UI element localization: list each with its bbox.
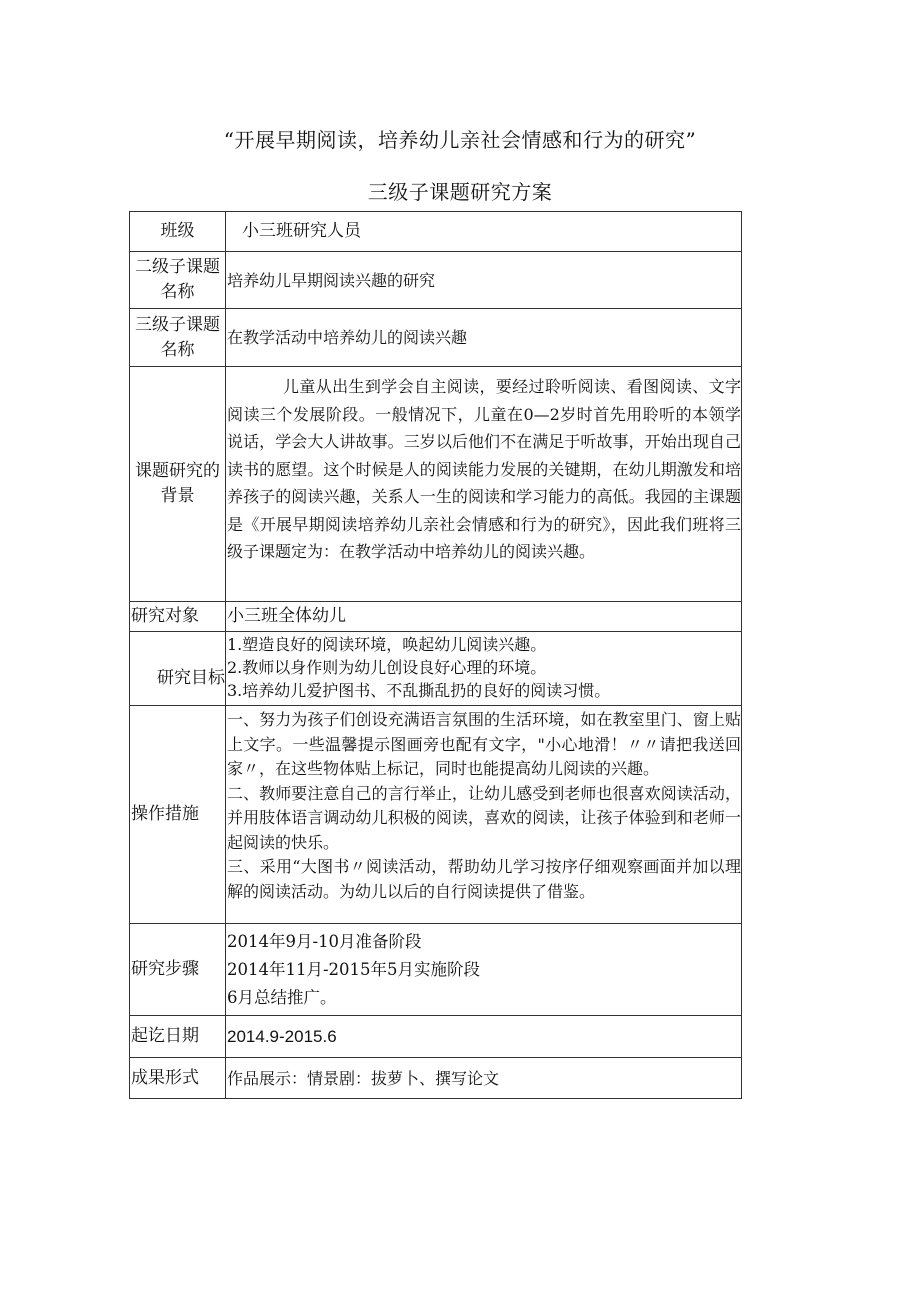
- background-label: 课题研究的背景: [130, 367, 226, 602]
- class-label: 班级: [130, 212, 226, 252]
- goals-label: 研究目标: [130, 632, 226, 706]
- goals-cell: [226, 632, 742, 706]
- steps-row: [130, 924, 742, 1016]
- class-value: 小三班研究人员: [226, 212, 742, 252]
- measures-row: [130, 706, 742, 924]
- dates-label: 起讫日期: [130, 1016, 226, 1058]
- measure-item: 三、采用“大图书〃阅读活动，帮助幼儿学习按序仔细观察画面并加以理解的阅读活动。为幼儿以后的自行阅读提供了借鉴。: [227, 857, 741, 901]
- step-item: 2014年9月-10月准备阶段: [227, 931, 422, 951]
- dates-row: [130, 1016, 742, 1058]
- goal-item: 2.教师以身作则为幼儿创设良好心理的环境。: [227, 658, 547, 677]
- outcome-value: 作品展示：情景剧：拔萝卜、撰写论文: [226, 1058, 742, 1099]
- tertiary-topic-row: [130, 309, 742, 367]
- subjects-row: [130, 602, 742, 632]
- background-text: 儿童从出生到学会自主阅读，要经过聆听阅读、看图阅读、文字阅读三个发展阶段。一般情况下，儿童在0—2岁时首先用聆听的本领学说话，学会大人讲故事。三岁以后他们不在满足于听故事，开始出现自己读书的愿望。这个时候是人的阅读能力发展的关键期，在幼儿期激发和培养孩子的阅读兴趣，关系人一生的阅读和学习能力的高低。我园的主课题是《开展早期阅读培养幼儿亲社会情感和行为的研究》，因此我们班将三级子课题定为：在教学活动中培养幼儿的阅读兴趣。: [227, 377, 741, 561]
- steps-label: 研究步骤: [130, 924, 226, 1016]
- goals-row: [130, 632, 742, 706]
- steps-cell: [226, 924, 742, 1016]
- document-title: “开展早期阅读，培养幼儿亲社会情感和行为的研究”: [223, 128, 697, 152]
- dates-value: 2014.9-2015.6: [226, 1016, 742, 1058]
- measures-cell: [226, 706, 742, 924]
- goal-item: 3.培养幼儿爱护图书、不乱撕乱扔的良好的阅读习惯。: [227, 681, 611, 700]
- measure-item: 二、教师要注意自己的言行举止，让幼儿感受到老师也很喜欢阅读活动，并用肢体语言调动幼儿积极的阅读，喜欢的阅读，让孩子体验到和老师一起阅读的快乐。: [227, 783, 741, 852]
- step-item: 2014年11月-2015年5月实施阶段: [227, 959, 481, 979]
- tertiary-topic-value: 在教学活动中培养幼儿的阅读兴趣: [226, 309, 742, 367]
- measure-item: 一、努力为孩子们创设充满语言氛围的生活环境，如在教室里门、窗上贴上文字。一些温馨提示图画旁也配有文字，"小心地滑！〃〃请把我送回家〃，在这些物体贴上标记，同时也能提高幼儿阅读的兴趣。: [227, 710, 741, 778]
- background-row: [130, 367, 742, 602]
- tertiary-topic-label: 三级子课题名称: [130, 309, 226, 367]
- subjects-value: 小三班全体幼儿: [226, 602, 742, 632]
- outcome-label: 成果形式: [130, 1058, 226, 1099]
- secondary-topic-value: 培养幼儿早期阅读兴趣的研究: [226, 252, 742, 309]
- goal-item: 1.塑造良好的阅读环境，唤起幼儿阅读兴趣。: [227, 635, 547, 654]
- research-plan-table: [129, 211, 742, 1099]
- background-cell: [226, 367, 742, 602]
- measures-label: 操作措施: [130, 706, 226, 924]
- outcome-row: [130, 1058, 742, 1099]
- secondary-topic-label: 二级子课题名称: [130, 252, 226, 309]
- subjects-label: 研究对象: [130, 602, 226, 632]
- document-subtitle: 三级子课题研究方案: [367, 180, 553, 204]
- class-row: [130, 212, 742, 252]
- step-item: 6月总结推广。: [227, 987, 337, 1007]
- secondary-topic-row: [130, 252, 742, 309]
